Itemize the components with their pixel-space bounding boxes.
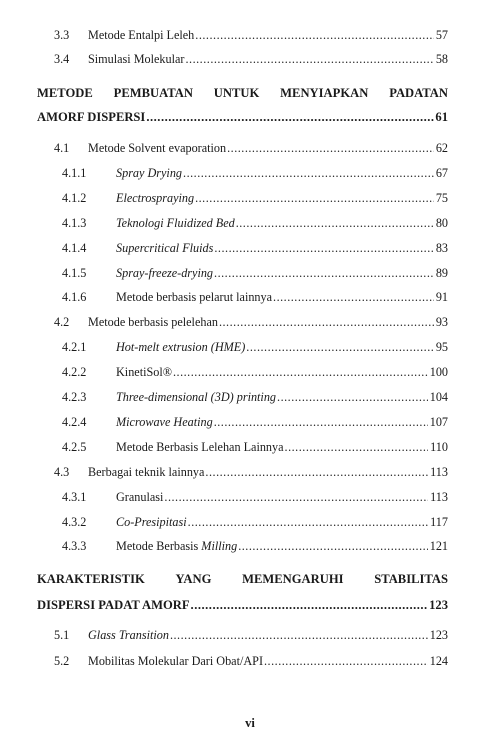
toc-entry-title-part: Metode Solvent evaporation: [88, 141, 227, 155]
toc-entry-page: 62: [435, 141, 448, 155]
toc-entry-title: [88, 139, 226, 157]
toc-entry-number: 4.3.1: [62, 490, 87, 504]
chapter-heading-word: METODE: [37, 86, 93, 100]
leader-dots: [273, 288, 434, 306]
toc-entry-number: 4.2.1: [62, 340, 87, 354]
toc-entry-page: 95: [435, 340, 448, 354]
leader-dots: [195, 26, 434, 44]
chapter-heading-word: PADATAN: [389, 86, 448, 100]
chapter-heading-title: AMORF DISPERSI: [37, 110, 146, 124]
toc-entry-title-part: Electrospraying: [116, 191, 195, 205]
toc-entry-page: 113: [430, 490, 448, 504]
toc-entry-title-part: Spray-freeze-drying: [116, 266, 214, 280]
toc-entry-number: 4.2.4: [62, 415, 87, 429]
toc-entry-title: [116, 438, 284, 456]
toc-entry-line: [88, 626, 448, 644]
chapter-heading-word: STABILITAS: [374, 572, 448, 586]
toc-entry-title-part: Simulasi Molekular: [88, 52, 185, 66]
toc-entry-title: [116, 189, 194, 207]
chapter-heading-word: KARAKTERISTIK: [37, 572, 145, 586]
leader-dots: [185, 50, 433, 68]
toc-entry-line: [116, 264, 448, 282]
toc-entry-number: 3.4: [54, 52, 70, 66]
toc-entry-line: [88, 50, 448, 68]
toc-entry[interactable]: [0, 288, 500, 306]
leader-dots: [214, 264, 434, 282]
toc-entry-title-part: Spray Drying: [116, 166, 183, 180]
leader-dots: [164, 488, 428, 506]
chapter-heading-word: UNTUK: [213, 86, 260, 100]
toc-entry[interactable]: [0, 388, 500, 406]
toc-entry[interactable]: [0, 264, 500, 282]
toc-entry-title: [88, 50, 184, 68]
toc-entry[interactable]: [0, 513, 500, 531]
toc-entry-number: 4.1: [54, 141, 70, 155]
toc-entry-page: 89: [435, 266, 448, 280]
toc-entry[interactable]: [0, 488, 500, 506]
toc-entry-title-part: Granulasi: [116, 490, 164, 504]
chapter-heading-word: MEMENGARUHI: [242, 572, 344, 586]
chapter-heading-line-1: [37, 83, 448, 103]
toc-entry-page: 117: [430, 515, 448, 529]
leader-dots: [219, 313, 434, 331]
chapter-heading-page: 123: [429, 598, 448, 612]
toc-entry-title-part: Microwave Heating: [116, 415, 213, 429]
toc-entry-title-part: Hot-melt extrusion (HME): [116, 340, 246, 354]
leader-dots: [214, 413, 428, 431]
toc-entry-line: [116, 388, 448, 406]
toc-entry-title: [88, 313, 218, 331]
toc-entry-title: [116, 214, 235, 232]
leader-dots: [170, 626, 428, 644]
toc-entry-page: 58: [435, 52, 448, 66]
toc-entry-page: 107: [429, 415, 448, 429]
toc-entry-page: 75: [435, 191, 448, 205]
toc-entry-title: [116, 264, 213, 282]
toc-entry-page: 110: [430, 440, 448, 454]
leader-dots: [183, 164, 434, 182]
toc-entry-page: 80: [435, 216, 448, 230]
leader-dots: [188, 513, 429, 531]
toc-entry-title-part: Metode Berbasis Lelehan Lainnya: [116, 440, 284, 454]
toc-entry-number: 4.1.6: [62, 290, 87, 304]
chapter-heading-page: 61: [435, 110, 448, 124]
toc-entry[interactable]: [0, 338, 500, 356]
toc-entry[interactable]: [0, 139, 500, 157]
toc-entry-number: 4.1.2: [62, 191, 87, 205]
toc-entry-title-part: Co-Presipitasi: [116, 515, 187, 529]
toc-entry-title-part: Metode Berbasis: [116, 539, 202, 553]
toc-entry-line: [116, 338, 448, 356]
toc-entry-line: [88, 26, 448, 44]
toc-entry-title-part: Glass Transition: [88, 628, 169, 642]
chapter-heading-line-2: [37, 595, 448, 615]
toc-entry-page: 91: [435, 290, 448, 304]
toc-entry-page: 93: [435, 315, 448, 329]
toc-entry-title: [116, 537, 237, 555]
leader-dots: [146, 107, 434, 127]
toc-entry-number: 4.2.5: [62, 440, 87, 454]
toc-entry[interactable]: [0, 537, 500, 555]
toc-entry-number: 3.3: [54, 28, 70, 42]
toc-entry-title-part: Three-dimensional (3D) printing: [116, 390, 277, 404]
toc-entry-number: 5.2: [54, 654, 70, 668]
toc-entry-line: [116, 438, 448, 456]
toc-entry-line: [116, 214, 448, 232]
toc-entry-title-part: KinetiSol®: [116, 365, 172, 379]
toc-entry-line: [116, 288, 448, 306]
toc-entry[interactable]: [0, 164, 500, 182]
toc-entry-title: [116, 239, 213, 257]
toc-entry-page: 100: [429, 365, 448, 379]
toc-entry[interactable]: [0, 463, 500, 481]
toc-entry-title: [116, 388, 276, 406]
chapter-heading-line-1: [37, 569, 448, 589]
toc-entry-number: 4.1.5: [62, 266, 87, 280]
toc-entry-line: [116, 413, 448, 431]
toc-entry[interactable]: [0, 652, 500, 670]
page-number: vi: [245, 716, 255, 730]
toc-entry-title: [116, 488, 163, 506]
leader-dots: [246, 338, 434, 356]
toc-entry-title: [116, 513, 187, 531]
toc-entry-title-part: Teknologi Fluidized Bed: [116, 216, 235, 230]
toc-entry-line: [116, 537, 448, 555]
toc-entry[interactable]: [0, 363, 500, 381]
toc-entry-page: 124: [429, 654, 448, 668]
leader-dots: [236, 214, 434, 232]
toc-entry-number: 5.1: [54, 628, 70, 642]
toc-entry-line: [116, 239, 448, 257]
toc-entry[interactable]: [0, 626, 500, 644]
toc-entry-page: 57: [435, 28, 448, 42]
toc-entry-line: [116, 363, 448, 381]
toc-entry-number: 4.2.2: [62, 365, 87, 379]
toc-entry-line: [88, 652, 448, 670]
toc-entry-number: 4.1.3: [62, 216, 87, 230]
toc-entry-line: [116, 513, 448, 531]
toc-entry-title-part: Metode berbasis pelarut lainnya: [116, 290, 273, 304]
toc-entry-title: [116, 413, 213, 431]
toc-entry-title: [88, 652, 263, 670]
toc-entry-line: [88, 313, 448, 331]
leader-dots: [227, 139, 434, 157]
toc-entry-number: 4.3.3: [62, 539, 87, 553]
chapter-heading-line-2: [37, 107, 448, 127]
toc-entry-title: [88, 626, 169, 644]
toc-entry-title: [116, 363, 172, 381]
toc-entry-page: 123: [429, 628, 448, 642]
leader-dots: [205, 463, 428, 481]
toc-entry[interactable]: [0, 214, 500, 232]
toc-entry-title: [116, 164, 182, 182]
toc-entry-number: 4.2: [54, 315, 70, 329]
toc-entry-title-part: Metode berbasis pelelehan: [88, 315, 218, 329]
toc-entry-page: 113: [430, 465, 448, 479]
toc-entry-page: 83: [435, 241, 448, 255]
toc-entry-title-part: Berbagai teknik lainnya: [88, 465, 205, 479]
toc-entry-title-part: Supercritical Fluids: [116, 241, 214, 255]
toc-entry[interactable]: [0, 413, 500, 431]
toc-entry-title: [116, 338, 245, 356]
toc-entry-page: 67: [435, 166, 448, 180]
leader-dots: [191, 595, 429, 615]
toc-entry-line: [88, 139, 448, 157]
toc-entry-number: 4.3: [54, 465, 70, 479]
leader-dots: [195, 189, 434, 207]
chapter-heading-word: PEMBUATAN: [113, 86, 193, 100]
chapter-heading-word: MENYIAPKAN: [280, 86, 369, 100]
leader-dots: [173, 363, 428, 381]
leader-dots: [277, 388, 428, 406]
toc-entry[interactable]: [0, 50, 500, 68]
toc-entry-title: [116, 288, 272, 306]
toc-entry[interactable]: [0, 313, 500, 331]
toc-entry-title-part: Metode Entalpi Leleh: [88, 28, 195, 42]
leader-dots: [264, 652, 428, 670]
toc-entry-number: 4.1.1: [62, 166, 87, 180]
toc-entry-title: [88, 463, 204, 481]
toc-entry-title-part: Mobilitas Molekular Dari Obat/API: [88, 654, 263, 668]
toc-entry-title: [88, 26, 194, 44]
toc-entry-number: 4.1.4: [62, 241, 87, 255]
toc-entry[interactable]: [0, 438, 500, 456]
toc-entry-page: 104: [429, 390, 448, 404]
toc-entry-title-part: Milling: [201, 539, 238, 553]
toc-entry[interactable]: [0, 26, 500, 44]
leader-dots: [238, 537, 428, 555]
toc-entry-number: 4.2.3: [62, 390, 87, 404]
toc-entry-line: [116, 189, 448, 207]
toc-entry-number: 4.3.2: [62, 515, 87, 529]
chapter-heading-word: YANG: [175, 572, 212, 586]
toc-entry-line: [116, 488, 448, 506]
chapter-heading-title: DISPERSI PADAT AMORF: [37, 598, 190, 612]
toc-entry[interactable]: [0, 189, 500, 207]
toc-entry-line: [116, 164, 448, 182]
leader-dots: [214, 239, 433, 257]
toc-entry[interactable]: [0, 239, 500, 257]
leader-dots: [285, 438, 429, 456]
toc-entry-page: 121: [429, 539, 448, 553]
toc-entry-line: [88, 463, 448, 481]
